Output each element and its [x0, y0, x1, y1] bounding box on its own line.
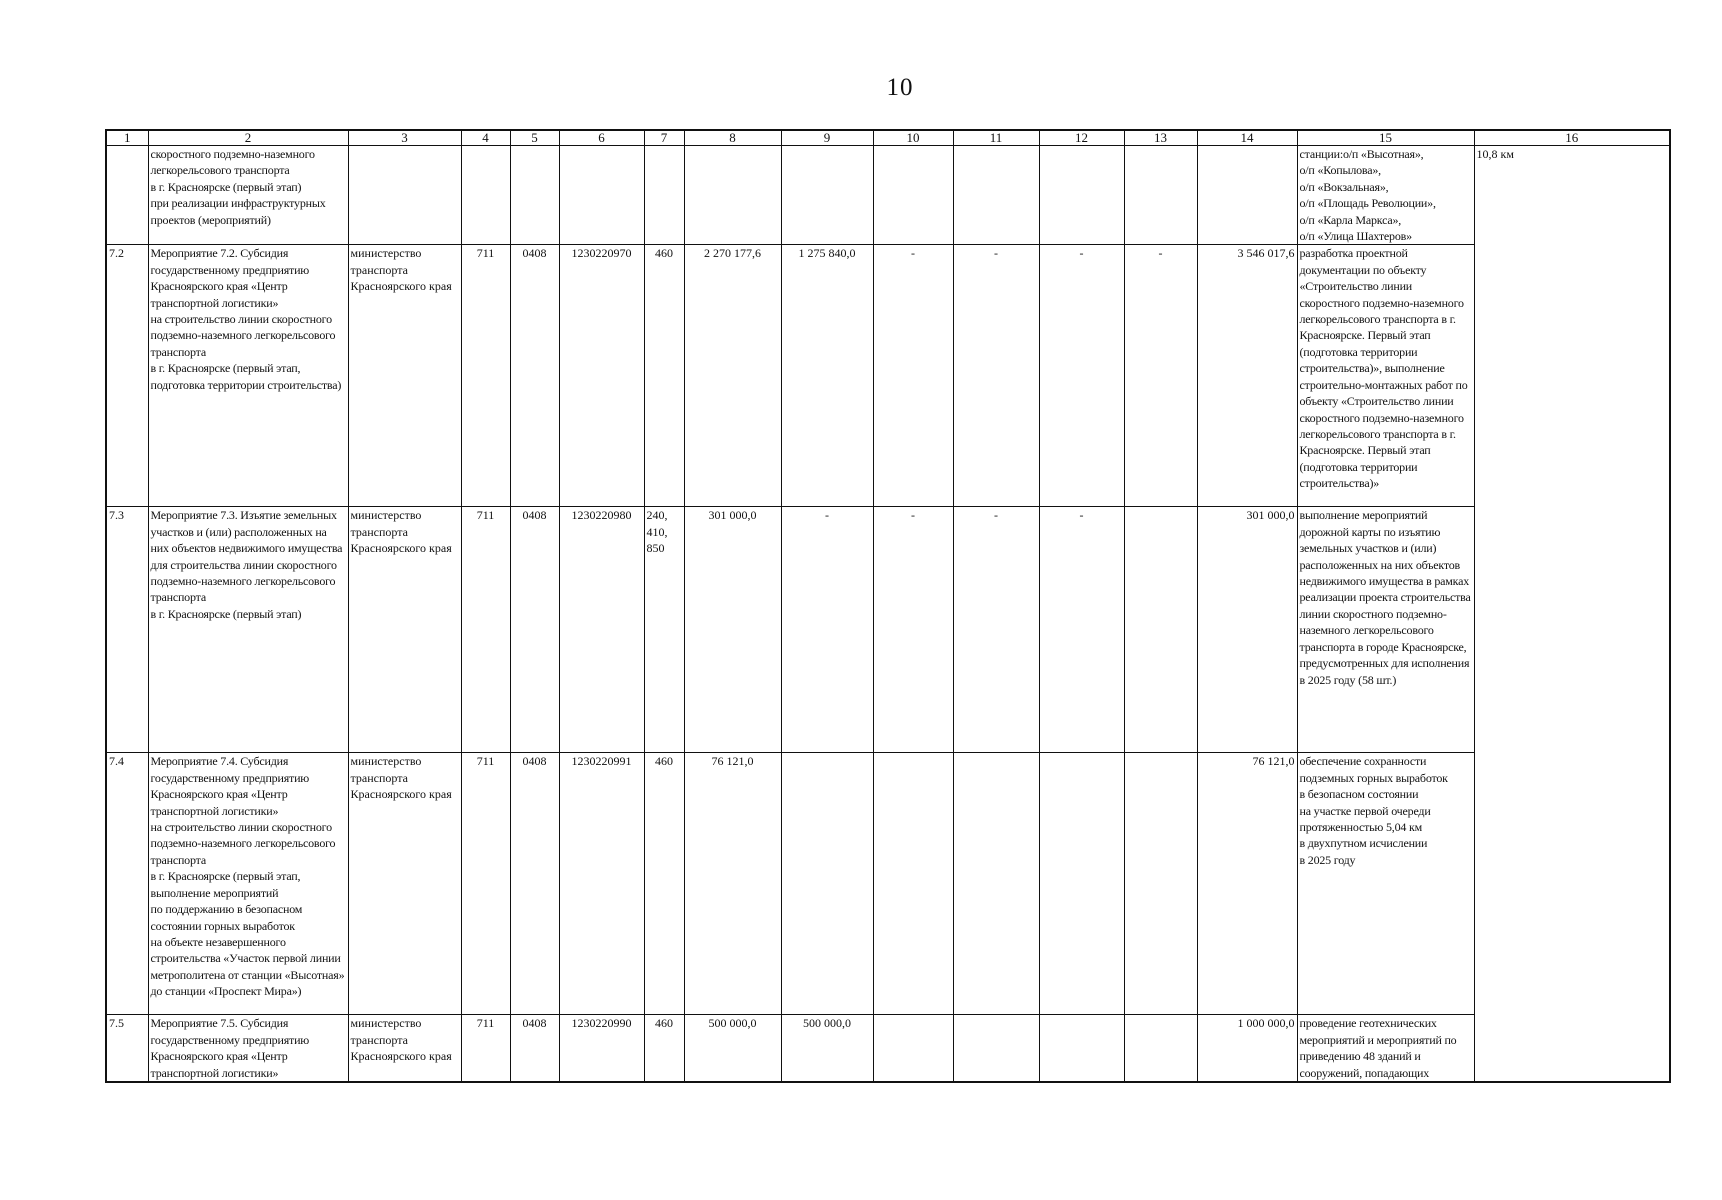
amount-col13	[1124, 146, 1197, 245]
amount-col9: 500 000,0	[781, 1015, 873, 1082]
code-grbs	[461, 146, 510, 245]
page-number: 10	[886, 74, 914, 101]
code-target: 1230220991	[559, 753, 644, 1015]
table-row	[106, 753, 1670, 1015]
column-number: 16	[1474, 130, 1670, 146]
code-grbs: 711	[461, 1015, 510, 1082]
code-expense-type: 240, 410, 850	[644, 507, 684, 753]
measure-name: Мероприятие 7.4. Субсидия государственному предприятию Красноярского края «Центр транспортной логистики» на строительство линии скоростного подземно-наземного легкорельсового транспорта в г. Красноярске (первый этап, выполнение мероприятий по поддержанию в безопасном состоянии горных выработок на объекте незавершенного строительства «Участок первой линии метрополитена от станции «Высотная» до станции «Проспект Мира»)	[148, 753, 348, 1015]
code-expense-type: 460	[644, 245, 684, 507]
measure-name: скоростного подземно-наземного легкорельсового транспорта в г. Красноярске (первый этап) при реализации инфраструктурных проектов (мероприятий)	[148, 146, 348, 245]
amount-col10	[873, 753, 953, 1015]
amount-col9: 1 275 840,0	[781, 245, 873, 507]
column-number: 9	[781, 130, 873, 146]
amount-col10: -	[873, 507, 953, 753]
amount-col8: 301 000,0	[684, 507, 781, 753]
column-number: 1	[106, 130, 148, 146]
responsible-body: министерство транспорта Красноярского края	[348, 245, 461, 507]
table-row	[106, 1015, 1670, 1082]
table-row	[106, 245, 1670, 507]
amount-col13	[1124, 1015, 1197, 1082]
col16-value: 10,8 км	[1474, 146, 1670, 1083]
responsible-body: министерство транспорта Красноярского края	[348, 507, 461, 753]
row-number	[106, 146, 148, 245]
column-number: 6	[559, 130, 644, 146]
amount-col8: 500 000,0	[684, 1015, 781, 1082]
amount-col11: -	[953, 245, 1039, 507]
amount-col11	[953, 753, 1039, 1015]
amount-col9: -	[781, 507, 873, 753]
amount-col12: -	[1039, 245, 1124, 507]
code-target: 1230220990	[559, 1015, 644, 1082]
amount-col8: 76 121,0	[684, 753, 781, 1015]
amount-total: 1 000 000,0	[1197, 1015, 1297, 1082]
amount-col12: -	[1039, 507, 1124, 753]
column-number: 13	[1124, 130, 1197, 146]
table-row	[106, 146, 1670, 245]
column-number: 4	[461, 130, 510, 146]
code-section: 0408	[510, 1015, 559, 1082]
table-row	[106, 507, 1670, 753]
responsible-body: министерство транспорта Красноярского края	[348, 753, 461, 1015]
code-grbs: 711	[461, 753, 510, 1015]
row-number: 7.4	[106, 753, 148, 1015]
column-number: 8	[684, 130, 781, 146]
expected-result: разработка проектной документации по объекту «Строительство линии скоростного подземно-наземного легкорельсового транспорта в г. Красноярске. Первый этап (подготовка территории строительства)», выполнение строительно-монтажных работ по объекту «Строительство линии скоростного подземно-наземного легкорельсового транспорта в г. Красноярске. Первый этап (подготовка территории строительства)»	[1297, 245, 1474, 507]
code-expense-type: 460	[644, 1015, 684, 1082]
column-number: 14	[1197, 130, 1297, 146]
column-number: 12	[1039, 130, 1124, 146]
amount-col10: -	[873, 245, 953, 507]
code-expense-type: 460	[644, 753, 684, 1015]
code-section: 0408	[510, 753, 559, 1015]
measure-name: Мероприятие 7.2. Субсидия государственному предприятию Красноярского края «Центр транспортной логистики» на строительство линии скоростного подземно-наземного легкорельсового транспорта в г. Красноярске (первый этап, подготовка территории строительства)	[148, 245, 348, 507]
row-number: 7.3	[106, 507, 148, 753]
column-number: 2	[148, 130, 348, 146]
code-grbs: 711	[461, 507, 510, 753]
column-number: 3	[348, 130, 461, 146]
amount-col13	[1124, 753, 1197, 1015]
expected-result: станции:о/п «Высотная», о/п «Копылова», о/п «Вокзальная», о/п «Площадь Революции», о/п «Карла Маркса», о/п «Улица Шахтеров»	[1297, 146, 1474, 245]
code-section: 0408	[510, 245, 559, 507]
measure-name: Мероприятие 7.5. Субсидия государственному предприятию Красноярского края «Центр транспортной логистики»	[148, 1015, 348, 1082]
budget-table	[105, 129, 1671, 1083]
code-grbs: 711	[461, 245, 510, 507]
amount-total: 301 000,0	[1197, 507, 1297, 753]
amount-col10	[873, 1015, 953, 1082]
amount-col13	[1124, 507, 1197, 753]
amount-col11	[953, 1015, 1039, 1082]
amount-col8	[684, 146, 781, 245]
measure-name: Мероприятие 7.3. Изъятие земельных участков и (или) расположенных на них объектов недвижимого имущества для строительства линии скоростного подземно-наземного легкорельсового транспорта в г. Красноярске (первый этап)	[148, 507, 348, 753]
column-number: 7	[644, 130, 684, 146]
amount-col11	[953, 146, 1039, 245]
expected-result: выполнение мероприятий дорожной карты по изъятию земельных участков и (или) расположенных на них объектов недвижимого имущества в рамках реализации проекта строительства линии скоростного подземно-наземного легкорельсового транспорта в городе Красноярске, предусмотренных для исполнения в 2025 году (58 шт.)	[1297, 507, 1474, 753]
amount-col12	[1039, 753, 1124, 1015]
amount-total: 3 546 017,6	[1197, 245, 1297, 507]
code-section	[510, 146, 559, 245]
code-expense-type	[644, 146, 684, 245]
amount-col10	[873, 146, 953, 245]
responsible-body: министерство транспорта Красноярского края	[348, 1015, 461, 1082]
code-target	[559, 146, 644, 245]
row-number: 7.5	[106, 1015, 148, 1082]
amount-col13: -	[1124, 245, 1197, 507]
amount-col12	[1039, 1015, 1124, 1082]
expected-result: проведение геотехнических мероприятий и мероприятий по приведению 48 зданий и сооружений, попадающих	[1297, 1015, 1474, 1082]
column-number: 15	[1297, 130, 1474, 146]
responsible-body	[348, 146, 461, 245]
amount-total	[1197, 146, 1297, 245]
amount-col8: 2 270 177,6	[684, 245, 781, 507]
amount-col9	[781, 753, 873, 1015]
code-target: 1230220980	[559, 507, 644, 753]
column-number-row	[106, 130, 1670, 146]
amount-col11: -	[953, 507, 1039, 753]
row-number: 7.2	[106, 245, 148, 507]
expected-result: обеспечение сохранности подземных горных выработок в безопасном состоянии на участке первой очереди протяженностью 5,04 км в двухпутном исчислении в 2025 году	[1297, 753, 1474, 1015]
column-number: 5	[510, 130, 559, 146]
column-number: 11	[953, 130, 1039, 146]
code-section: 0408	[510, 507, 559, 753]
column-number: 10	[873, 130, 953, 146]
amount-col9	[781, 146, 873, 245]
code-target: 1230220970	[559, 245, 644, 507]
amount-total: 76 121,0	[1197, 753, 1297, 1015]
amount-col12	[1039, 146, 1124, 245]
